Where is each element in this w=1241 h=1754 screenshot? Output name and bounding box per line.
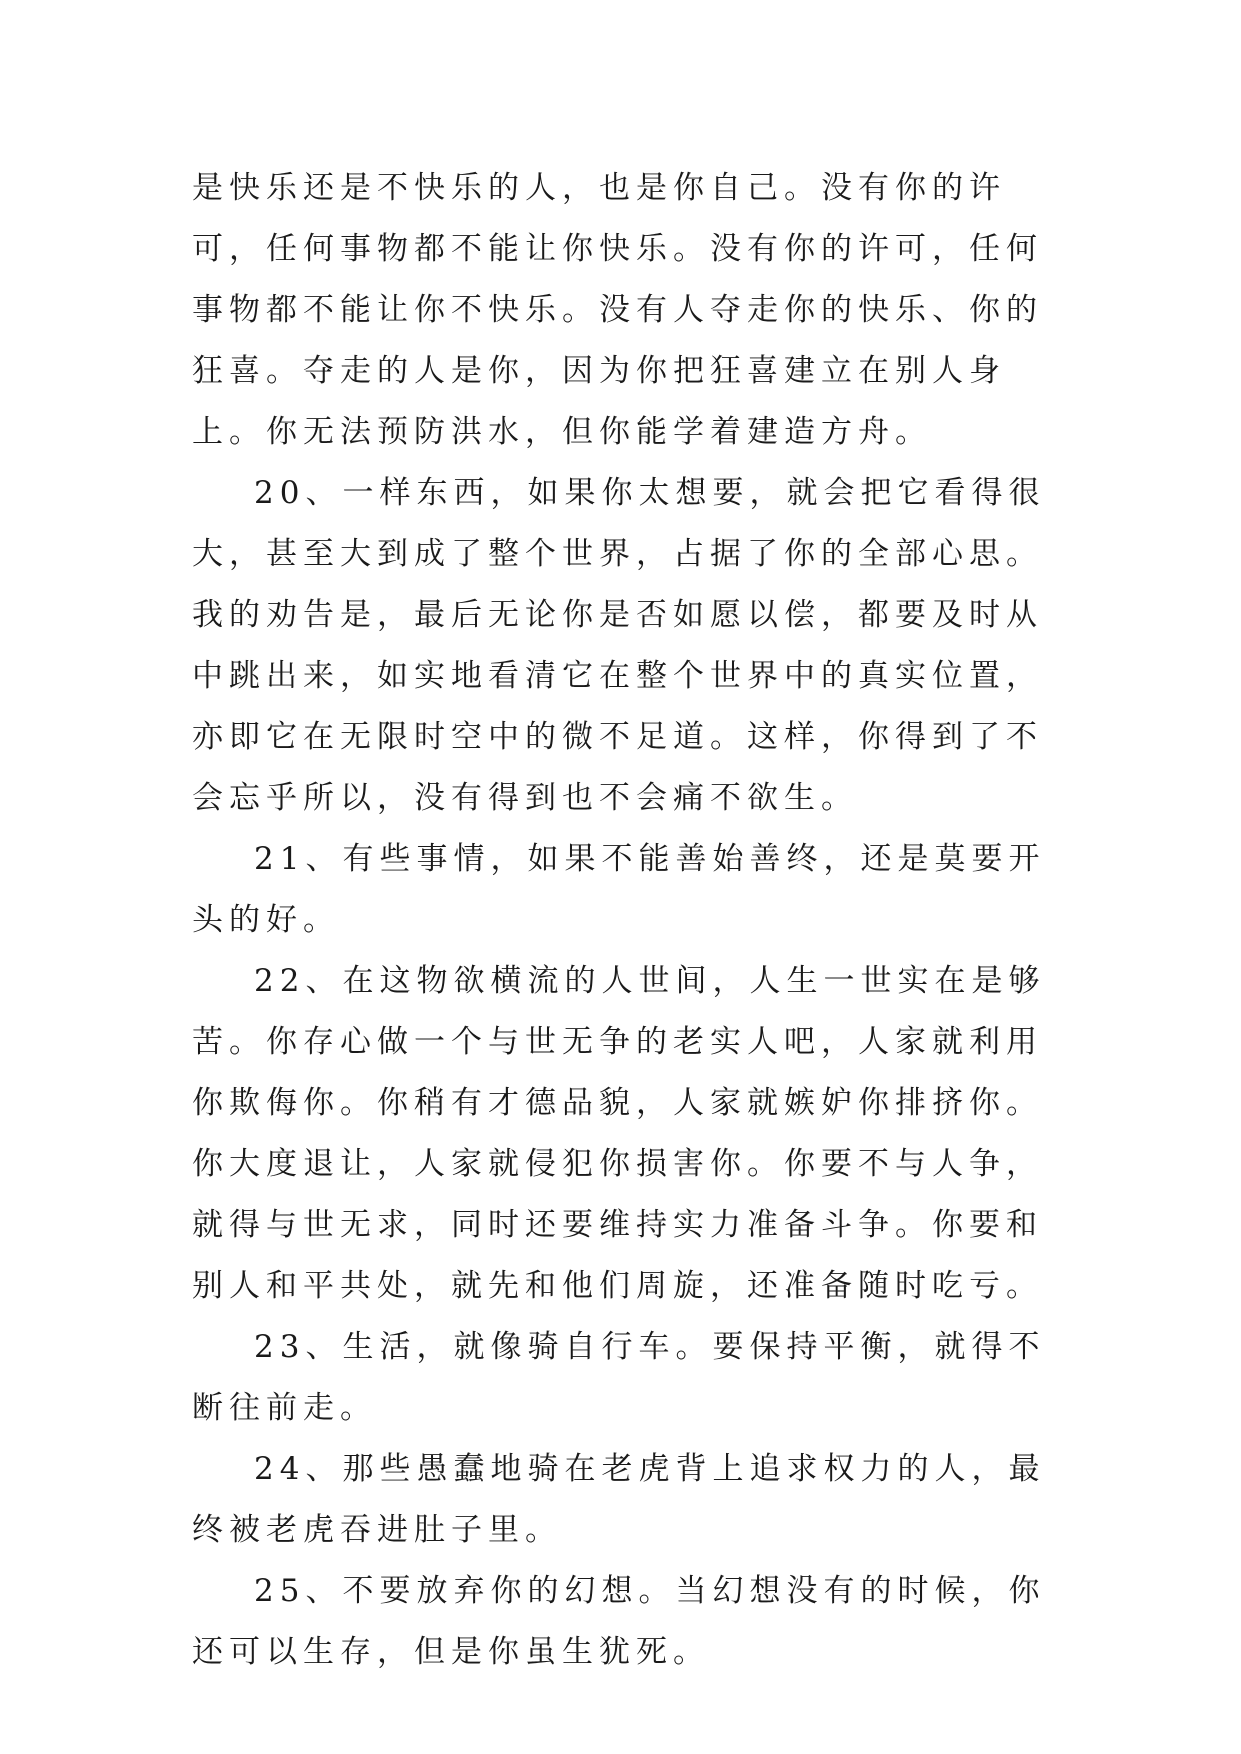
paragraph-25: 25、不要放弃你的幻想。当幻想没有的时候，你还可以生存，但是你虽生犹死。	[192, 1573, 1046, 1670]
paragraph-24: 24、那些愚蠢地骑在老虎背上追求权力的人，最终被老虎吞进肚子里。	[192, 1451, 1046, 1548]
body-text	[192, 158, 1072, 1683]
paragraph-22: 22、在这物欲横流的人世间，人生一世实在是够苦。你存心做一个与世无争的老实人吧，人家就利用你欺侮你。你稍有才德品貌，人家就嫉妒你排挤你。你大度退让，人家就侵犯你损害你。你要不与人争，就得与世无求，同时还要维持实力准备斗争。你要和别人和平共处，就先和他们周旋，还准备随时吃亏。	[192, 963, 1046, 1304]
paragraph-20: 20、一样东西，如果你太想要，就会把它看得很大，甚至大到成了整个世界，占据了你的全部心思。我的劝告是，最后无论你是否如愿以偿，都要及时从中跳出来，如实地看清它在整个世界中的真实位置，亦即它在无限时空中的微不足道。这样，你得到了不会忘乎所以，没有得到也不会痛不欲生。	[192, 475, 1046, 816]
paragraph-continuation: 是快乐还是不快乐的人，也是你自己。没有你的许可，任何事物都不能让你快乐。没有你的许可，任何事物都不能让你不快乐。没有人夺走你的快乐、你的狂喜。夺走的人是你，因为你把狂喜建立在别人身上。你无法预防洪水，但你能学着建造方舟。	[192, 170, 1043, 450]
paragraph-21: 21、有些事情，如果不能善始善终，还是莫要开头的好。	[192, 841, 1046, 938]
paragraph-23: 23、生活，就像骑自行车。要保持平衡，就得不断往前走。	[192, 1329, 1046, 1426]
